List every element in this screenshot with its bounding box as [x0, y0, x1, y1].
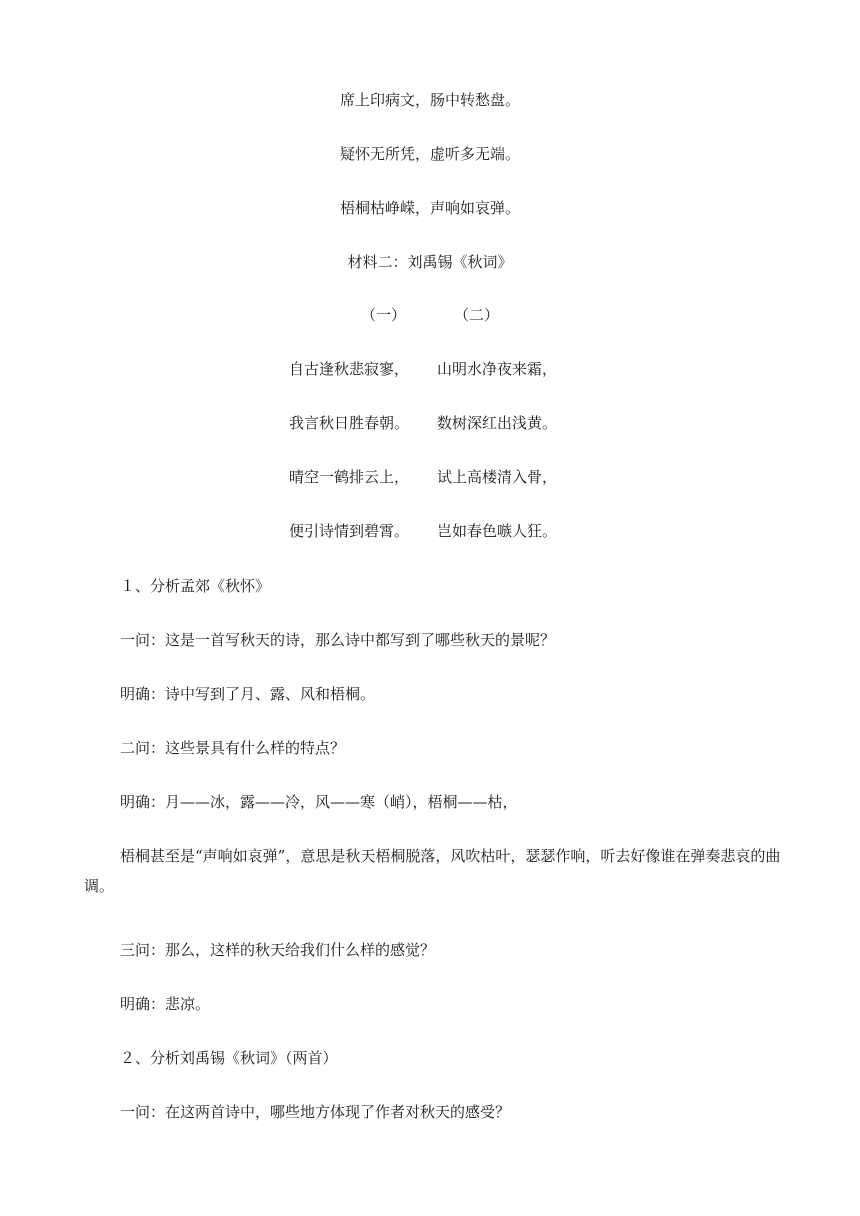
question-three: 三问：那么，这样的秋天给我们什么样的感觉？: [120, 941, 436, 959]
question-two: 二问：这些景具有什么样的特点？: [120, 739, 346, 757]
poem-cell-left: 便引诗情到碧霄。: [289, 522, 410, 540]
column-header-two: （二）: [454, 306, 500, 324]
section-two-heading: ２、分析刘禹锡《秋词》（两首）: [120, 1049, 338, 1067]
poem-row: [0, 359, 860, 379]
explanation-paragraph: 梧桐甚至是“声响如哀弹”，意思是秋天梧桐脱落，风吹枯叶，瑟瑟作响，听去好像谁在弹奏悲哀的曲调。: [84, 847, 781, 895]
material-two-title: 材料二：刘禹锡《秋词》: [347, 253, 513, 271]
answer-two: 明确：月——冰，露——冷，风——寒（峭），梧桐——枯，: [120, 793, 518, 811]
column-header-one: （一）: [360, 306, 406, 324]
poem-cell-left: 晴空一鹤排云上，: [289, 468, 410, 486]
poem-cell-left: 我言秋日胜春朝。: [289, 414, 410, 432]
poem-cell-right: 岂如春色嗾人狂。: [437, 522, 558, 540]
poem-row: [0, 521, 860, 541]
poem-cell-left: 自古逢秋悲寂寥，: [289, 360, 410, 378]
poem-cell-right: 山明水净夜来霜，: [437, 360, 558, 378]
answer-one: 明确：诗中写到了月、露、风和梧桐。: [120, 685, 376, 703]
section-one-heading: １、分析孟郊《秋怀》: [120, 577, 271, 595]
answer-three: 明确：悲凉。: [120, 995, 211, 1013]
poem-cell-right: 数树深红出浅黄。: [437, 414, 558, 432]
poem-row: [0, 467, 860, 487]
poem-line-3: 梧桐枯峥嵘，声响如哀弹。: [339, 199, 520, 217]
poem-line-1: 席上印病文，肠中转愁盘。: [339, 91, 520, 109]
poem-row: [0, 413, 860, 433]
section-two-question-one: 一问：在这两首诗中，哪些地方体现了作者对秋天的感受？: [120, 1103, 511, 1121]
poem-cell-right: 试上高楼清入骨，: [437, 468, 558, 486]
question-one: 一问：这是一首写秋天的诗，那么诗中都写到了哪些秋天的景呢？: [120, 631, 556, 649]
poem-line-2: 疑怀无所凭，虚听多无端。: [339, 145, 520, 163]
poem-column-headers: [0, 305, 860, 325]
